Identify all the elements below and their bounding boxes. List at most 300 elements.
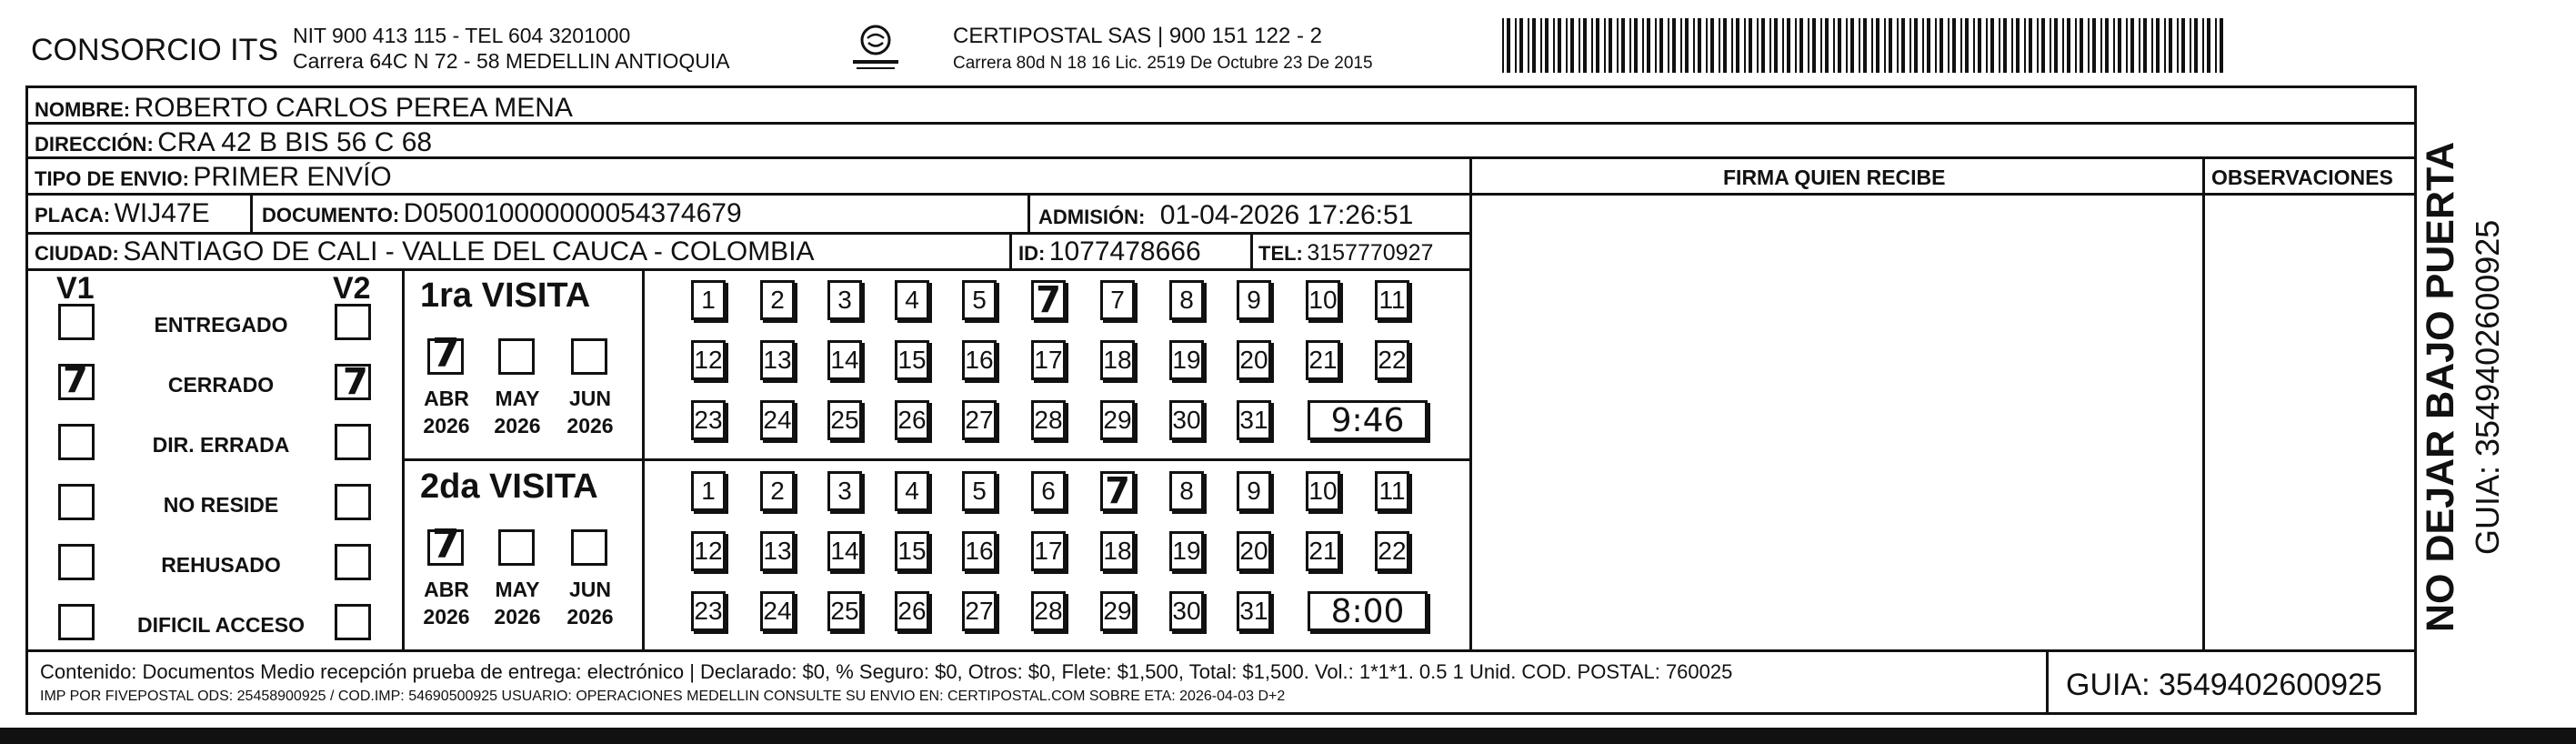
tipo-row bbox=[35, 164, 392, 191]
barcode-bar bbox=[1799, 18, 1803, 73]
day-number: 22 bbox=[1378, 346, 1407, 374]
day-number: 12 bbox=[694, 537, 723, 565]
barcode-bar bbox=[2054, 18, 2058, 73]
barcode-bar bbox=[1723, 18, 1727, 73]
year-label: 2026 bbox=[423, 414, 470, 437]
day-number: 10 bbox=[1308, 477, 1338, 505]
day-box[interactable] bbox=[895, 340, 929, 380]
footer-contenido: Contenido: Documentos Medio recepción prueba de entrega: electrónico | Declarado: $0, % Seguro: $0, Otros: $0, Flete: $1,500, Total: $1,500. Vol.: 1*1*1. 0.5 1 Unid. COD. POSTAL: 760025 bbox=[40, 660, 1733, 683]
day-box[interactable] bbox=[691, 280, 726, 320]
handwritten-mark: 7 bbox=[63, 359, 88, 401]
barcode-bar bbox=[2100, 18, 2102, 73]
day-box[interactable] bbox=[691, 471, 726, 511]
day-number: 15 bbox=[897, 346, 927, 374]
day-box[interactable] bbox=[895, 591, 929, 631]
barcode-bar bbox=[1825, 18, 1829, 73]
barcode-bar bbox=[1769, 18, 1771, 73]
day-box[interactable] bbox=[827, 340, 862, 380]
barcode-bar bbox=[2181, 18, 2185, 73]
tipo-label: TIPO DE ENVIO: bbox=[35, 167, 189, 190]
barcode-bar bbox=[1978, 18, 1981, 73]
day-box[interactable] bbox=[760, 340, 795, 380]
month-label: MAY bbox=[495, 578, 540, 601]
v1-checkbox[interactable] bbox=[58, 304, 95, 340]
barcode-bar bbox=[1579, 18, 1580, 73]
barcode-bar bbox=[1532, 18, 1536, 73]
barcode-bar bbox=[1833, 18, 1835, 73]
barcode-bar bbox=[1990, 18, 1994, 73]
admision-value: 01-04-2026 17:26:51 bbox=[1159, 200, 1414, 230]
barcode-bar bbox=[1922, 18, 1924, 73]
year-label: 2026 bbox=[494, 605, 541, 628]
day-box[interactable] bbox=[1169, 280, 1204, 320]
certipostal-address: Carrera 80d N 18 16 Lic. 2519 De Octubre 23 De 2015 bbox=[953, 54, 1373, 73]
barcode-bar bbox=[2194, 18, 2198, 73]
day-box[interactable] bbox=[1237, 471, 1271, 511]
day-box[interactable] bbox=[691, 531, 726, 571]
admision-label: ADMISIÓN: bbox=[1038, 206, 1146, 228]
handwritten-mark: 7 bbox=[432, 330, 460, 377]
barcode-bar bbox=[1507, 18, 1510, 73]
day-box[interactable] bbox=[1237, 591, 1271, 631]
day-number: 6 bbox=[1041, 477, 1056, 505]
documento-value: D050010000000054374679 bbox=[403, 198, 742, 228]
day-number: 11 bbox=[1378, 286, 1406, 314]
ciudad-label: CIUDAD: bbox=[35, 242, 119, 265]
day-number: 23 bbox=[694, 406, 723, 434]
barcode-bar bbox=[1528, 18, 1529, 73]
barcode-bar bbox=[1782, 18, 1784, 73]
barcode bbox=[1502, 18, 2230, 75]
barcode-bar bbox=[1706, 18, 1708, 73]
day-number: 29 bbox=[1103, 406, 1132, 434]
visit-time: 9:46 bbox=[1330, 401, 1405, 439]
barcode-bar bbox=[1774, 18, 1778, 73]
barcode-bar bbox=[1838, 18, 1841, 73]
barcode-bar bbox=[1617, 18, 1619, 73]
barcode-bar bbox=[2126, 18, 2128, 73]
barcode-bar bbox=[1558, 18, 1561, 73]
direccion-value: CRA 42 B BIS 56 C 68 bbox=[157, 127, 433, 157]
day-box[interactable] bbox=[962, 531, 997, 571]
day-number: 12 bbox=[694, 346, 723, 374]
barcode-bar bbox=[1659, 18, 1663, 73]
barcode-bar bbox=[1591, 18, 1593, 73]
day-number: 25 bbox=[830, 597, 859, 625]
barcode-bar bbox=[1502, 18, 1504, 73]
admision-row bbox=[1038, 202, 1413, 229]
barcode-bar bbox=[1986, 18, 1988, 73]
barcode-bar bbox=[1795, 18, 1797, 73]
nombre-row bbox=[35, 95, 573, 122]
side-guia: GUIA: 3549402600925 bbox=[2469, 219, 2506, 555]
v1-checkbox[interactable] bbox=[58, 424, 95, 460]
barcode-bar bbox=[1914, 18, 1918, 73]
day-box[interactable] bbox=[962, 340, 997, 380]
day-number: 15 bbox=[897, 537, 927, 565]
day-number: 27 bbox=[965, 406, 994, 434]
barcode-bar bbox=[1719, 18, 1720, 73]
footer-imp: IMP POR FIVEPOSTAL ODS: 25458900925 / COD.IMP: 54690500925 USUARIO: OPERACIONES MEDELLIN CONSULTE SU ENVIO EN: CERTIPOSTAL.COM SOBRE ETA: 2026-04-03 D+2 bbox=[40, 689, 1286, 704]
day-number: 1 bbox=[701, 286, 716, 314]
ciudad-value: SANTIAGO DE CALI - VALLE DEL CAUCA - COLOMBIA bbox=[123, 236, 815, 266]
day-number: 14 bbox=[830, 537, 859, 565]
day-number: 28 bbox=[1034, 406, 1063, 434]
direccion-label: DIRECCIÓN: bbox=[35, 133, 154, 156]
day-box[interactable] bbox=[1100, 400, 1135, 440]
barcode-bar bbox=[1609, 18, 1612, 73]
v1-label: V1 bbox=[56, 271, 95, 306]
barcode-bar bbox=[1940, 18, 1943, 73]
day-box[interactable] bbox=[895, 531, 929, 571]
barcode-bar bbox=[1960, 18, 1962, 73]
barcode-bar bbox=[1698, 18, 1701, 73]
day-box[interactable] bbox=[1375, 471, 1409, 511]
barcode-bar bbox=[2037, 18, 2039, 73]
barcode-bar bbox=[1787, 18, 1790, 73]
barcode-bar bbox=[1672, 18, 1676, 73]
barcode-bar bbox=[1897, 18, 1899, 73]
status-option-label: DIFICIL ACCESO bbox=[136, 613, 305, 637]
day-box[interactable] bbox=[1375, 531, 1409, 571]
barcode-bar bbox=[1731, 18, 1733, 73]
day-box[interactable] bbox=[1100, 280, 1135, 320]
nombre-label: NOMBRE: bbox=[35, 98, 131, 121]
barcode-bar bbox=[1655, 18, 1657, 73]
day-box[interactable] bbox=[962, 400, 997, 440]
barcode-bar bbox=[1901, 18, 1905, 73]
day-number: 25 bbox=[830, 406, 859, 434]
day-box[interactable] bbox=[1306, 280, 1340, 320]
barcode-bar bbox=[2092, 18, 2096, 73]
year-label: 2026 bbox=[566, 605, 614, 628]
barcode-bar bbox=[2105, 18, 2109, 73]
day-number: 16 bbox=[965, 537, 994, 565]
day-box[interactable] bbox=[1169, 471, 1204, 511]
day-number: 8 bbox=[1179, 477, 1194, 505]
documento-row bbox=[262, 200, 742, 227]
day-number: 5 bbox=[972, 477, 987, 505]
placa-label: PLACA: bbox=[35, 204, 111, 226]
barcode-bar bbox=[2190, 18, 2191, 73]
barcode-bar bbox=[1876, 18, 1879, 73]
day-number: 27 bbox=[965, 597, 994, 625]
day-box[interactable] bbox=[1169, 400, 1204, 440]
day-box[interactable] bbox=[1031, 340, 1066, 380]
day-box[interactable] bbox=[827, 280, 862, 320]
tipo-value: PRIMER ENVÍO bbox=[193, 162, 392, 192]
day-number: 24 bbox=[763, 597, 792, 625]
day-box[interactable] bbox=[1169, 531, 1204, 571]
barcode-bar bbox=[2207, 18, 2210, 73]
company-name: CONSORCIO ITS bbox=[31, 33, 279, 67]
tel-value: 3157770927 bbox=[1307, 240, 1434, 266]
barcode-bar bbox=[2050, 18, 2051, 73]
day-box[interactable] bbox=[760, 471, 795, 511]
barcode-bar bbox=[1846, 18, 1848, 73]
day-box[interactable] bbox=[1306, 531, 1340, 571]
barcode-bar bbox=[1927, 18, 1930, 73]
day-number: 23 bbox=[694, 597, 723, 625]
day-number: 16 bbox=[965, 346, 994, 374]
day-number: 19 bbox=[1172, 346, 1201, 374]
barcode-bar bbox=[1540, 18, 1542, 73]
day-box[interactable] bbox=[895, 471, 929, 511]
day-number: 21 bbox=[1308, 346, 1338, 374]
barcode-bar bbox=[1642, 18, 1644, 73]
barcode-bar bbox=[1693, 18, 1695, 73]
barcode-bar bbox=[1668, 18, 1669, 73]
month-label: ABR bbox=[424, 578, 469, 601]
barcode-bar bbox=[2220, 18, 2223, 73]
barcode-bar bbox=[1863, 18, 1867, 73]
day-box[interactable] bbox=[1169, 591, 1204, 631]
day-number: 30 bbox=[1172, 406, 1201, 434]
ciudad-row bbox=[35, 238, 815, 266]
certipostal-name: CERTIPOSTAL SAS | 900 151 122 - 2 bbox=[953, 24, 1322, 48]
day-box[interactable] bbox=[760, 280, 795, 320]
barcode-bar bbox=[1808, 18, 1809, 73]
status-option-label: DIR. ERRADA bbox=[152, 433, 290, 457]
placa-row bbox=[35, 200, 210, 227]
day-number: 7 bbox=[1110, 286, 1125, 314]
day-number: 18 bbox=[1103, 537, 1132, 565]
day-box[interactable] bbox=[1031, 531, 1066, 571]
barcode-bar bbox=[1596, 18, 1599, 73]
barcode-bar bbox=[1761, 18, 1765, 73]
day-box[interactable] bbox=[1375, 280, 1409, 320]
day-number: 14 bbox=[830, 346, 859, 374]
day-box[interactable] bbox=[1031, 400, 1066, 440]
tel-row bbox=[1258, 242, 1433, 265]
barcode-bar bbox=[2130, 18, 2134, 73]
status-option-label: ENTREGADO bbox=[154, 313, 288, 337]
visit-time-box[interactable] bbox=[1308, 591, 1428, 631]
handwritten-mark: 7 bbox=[432, 521, 460, 568]
barcode-bar bbox=[1629, 18, 1631, 73]
nombre-value: ROBERTO CARLOS PEREA MENA bbox=[134, 93, 573, 123]
day-number: 21 bbox=[1308, 537, 1338, 565]
day-box[interactable] bbox=[691, 340, 726, 380]
barcode-bar bbox=[1820, 18, 1822, 73]
barcode-bar bbox=[2067, 18, 2070, 73]
day-box[interactable] bbox=[962, 280, 997, 320]
day-box[interactable] bbox=[691, 400, 726, 440]
v1-checkbox[interactable] bbox=[58, 359, 95, 401]
month-checkbox[interactable] bbox=[427, 521, 464, 568]
month-checkbox[interactable] bbox=[427, 330, 464, 377]
barcode-bar bbox=[1935, 18, 1937, 73]
month-checkbox[interactable] bbox=[498, 338, 535, 375]
day-box[interactable] bbox=[760, 591, 795, 631]
day-number: 19 bbox=[1172, 537, 1201, 565]
day-box[interactable] bbox=[962, 471, 997, 511]
handwritten-mark: 7 bbox=[1105, 470, 1130, 512]
day-box[interactable] bbox=[1237, 400, 1271, 440]
barcode-bar bbox=[1710, 18, 1714, 73]
placa-value: WIJ47E bbox=[114, 198, 210, 228]
day-number: 31 bbox=[1239, 406, 1268, 434]
company-address: Carrera 64C N 72 - 58 MEDELLIN ANTIOQUIA bbox=[293, 49, 730, 73]
firma-label: FIRMA QUIEN RECIBE bbox=[1723, 166, 1946, 189]
month-label: JUN bbox=[568, 578, 611, 601]
day-box[interactable] bbox=[827, 531, 862, 571]
barcode-bar bbox=[2016, 18, 2020, 73]
company-nit: NIT 900 413 115 - TEL 604 3201000 bbox=[293, 24, 631, 47]
barcode-bar bbox=[1757, 18, 1759, 73]
day-number: 17 bbox=[1034, 346, 1063, 374]
barcode-bar bbox=[2151, 18, 2153, 73]
id-row bbox=[1018, 238, 1201, 266]
day-number: 13 bbox=[763, 346, 792, 374]
barcode-bar bbox=[2024, 18, 2026, 73]
barcode-bar bbox=[2202, 18, 2204, 73]
barcode-bar bbox=[1909, 18, 1911, 73]
day-number: 28 bbox=[1034, 597, 1063, 625]
day-box[interactable] bbox=[1031, 471, 1066, 511]
visit-time: 8:00 bbox=[1330, 592, 1405, 630]
barcode-bar bbox=[1647, 18, 1650, 73]
day-box[interactable] bbox=[962, 591, 997, 631]
barcode-bar bbox=[1850, 18, 1854, 73]
barcode-bar bbox=[1604, 18, 1606, 73]
barcode-bar bbox=[1999, 18, 2000, 73]
day-box[interactable] bbox=[895, 400, 929, 440]
tel-label: TEL: bbox=[1258, 242, 1303, 265]
handwritten-mark: 7 bbox=[343, 361, 368, 403]
barcode-bar bbox=[1952, 18, 1956, 73]
barcode-bar bbox=[2088, 18, 2090, 73]
day-box[interactable] bbox=[1031, 280, 1066, 320]
barcode-bar bbox=[2164, 18, 2166, 73]
barcode-bar bbox=[1973, 18, 1975, 73]
day-number: 24 bbox=[763, 406, 792, 434]
day-number: 18 bbox=[1103, 346, 1132, 374]
day-number: 10 bbox=[1308, 286, 1338, 314]
barcode-bar bbox=[1685, 18, 1689, 73]
v2-label: V2 bbox=[333, 271, 371, 306]
v1-checkbox[interactable] bbox=[58, 604, 95, 640]
visit-title: 2da VISITA bbox=[420, 468, 598, 506]
day-box[interactable] bbox=[827, 471, 862, 511]
v1-checkbox[interactable] bbox=[58, 544, 95, 580]
barcode-bar bbox=[2113, 18, 2115, 73]
handwritten-mark: 7 bbox=[1036, 279, 1061, 321]
day-number: 9 bbox=[1247, 286, 1261, 314]
barcode-bar bbox=[2215, 18, 2217, 73]
day-box[interactable] bbox=[1306, 471, 1340, 511]
day-number: 4 bbox=[905, 286, 919, 314]
day-box[interactable] bbox=[827, 591, 862, 631]
day-number: 29 bbox=[1103, 597, 1132, 625]
month-checkbox[interactable] bbox=[571, 338, 607, 375]
month-label: JUN bbox=[568, 387, 611, 410]
day-number: 20 bbox=[1239, 537, 1268, 565]
barcode-bar bbox=[1570, 18, 1574, 73]
v1-checkbox[interactable] bbox=[58, 484, 95, 520]
day-number: 3 bbox=[837, 286, 852, 314]
id-label: ID: bbox=[1018, 242, 1046, 265]
day-number: 1 bbox=[701, 477, 716, 505]
barcode-bar bbox=[2029, 18, 2032, 73]
day-box[interactable] bbox=[827, 400, 862, 440]
day-number: 22 bbox=[1378, 537, 1407, 565]
day-number: 3 bbox=[837, 477, 852, 505]
day-number: 11 bbox=[1378, 477, 1406, 505]
month-checkbox[interactable] bbox=[571, 529, 607, 566]
barcode-bar bbox=[2003, 18, 2007, 73]
day-box[interactable] bbox=[691, 591, 726, 631]
barcode-bar bbox=[1566, 18, 1568, 73]
barcode-bar bbox=[1515, 18, 1517, 73]
month-checkbox[interactable] bbox=[498, 529, 535, 566]
year-label: 2026 bbox=[566, 414, 614, 437]
day-box[interactable] bbox=[1237, 531, 1271, 571]
direccion-row bbox=[35, 129, 432, 156]
day-box[interactable] bbox=[1237, 340, 1271, 380]
year-label: 2026 bbox=[494, 414, 541, 437]
day-box[interactable] bbox=[760, 531, 795, 571]
day-box[interactable] bbox=[1100, 471, 1135, 511]
documento-label: DOCUMENTO: bbox=[262, 204, 400, 226]
barcode-bar bbox=[1519, 18, 1523, 73]
day-box[interactable] bbox=[1375, 340, 1409, 380]
barcode-bar bbox=[1859, 18, 1860, 73]
day-number: 4 bbox=[905, 477, 919, 505]
day-box[interactable] bbox=[1100, 591, 1135, 631]
day-number: 31 bbox=[1239, 597, 1268, 625]
day-number: 17 bbox=[1034, 537, 1063, 565]
day-number: 2 bbox=[770, 477, 785, 505]
certipostal-logo bbox=[844, 20, 907, 76]
barcode-bar bbox=[2169, 18, 2172, 73]
day-box[interactable] bbox=[760, 400, 795, 440]
barcode-bar bbox=[1884, 18, 1886, 73]
status-option-label: REHUSADO bbox=[161, 553, 281, 577]
barcode-bar bbox=[1812, 18, 1816, 73]
barcode-bar bbox=[2080, 18, 2083, 73]
day-box[interactable] bbox=[1169, 340, 1204, 380]
bottom-edge bbox=[0, 728, 2576, 744]
barcode-bar bbox=[1889, 18, 1892, 73]
barcode-bar bbox=[1736, 18, 1739, 73]
day-box[interactable] bbox=[895, 280, 929, 320]
status-option-label: NO RESIDE bbox=[163, 493, 279, 517]
day-number: 20 bbox=[1239, 346, 1268, 374]
day-box[interactable] bbox=[1100, 531, 1135, 571]
barcode-bar bbox=[2062, 18, 2064, 73]
no-dejar-bajo-puerta: NO DEJAR BAJO PUERTA bbox=[2419, 141, 2462, 632]
day-box[interactable] bbox=[1031, 591, 1066, 631]
barcode-bar bbox=[2156, 18, 2160, 73]
day-number: 30 bbox=[1172, 597, 1201, 625]
day-box[interactable] bbox=[1306, 340, 1340, 380]
status-option-label: CERRADO bbox=[167, 373, 275, 397]
year-label: 2026 bbox=[423, 605, 470, 628]
day-number: 8 bbox=[1179, 286, 1194, 314]
day-box[interactable] bbox=[1100, 340, 1135, 380]
barcode-bar bbox=[1749, 18, 1752, 73]
barcode-bar bbox=[1545, 18, 1549, 73]
visit-time-box[interactable] bbox=[1308, 400, 1428, 440]
barcode-bar bbox=[1583, 18, 1587, 73]
day-number: 9 bbox=[1247, 477, 1261, 505]
day-box[interactable] bbox=[1237, 280, 1271, 320]
barcode-bar bbox=[2011, 18, 2013, 73]
barcode-bar bbox=[1965, 18, 1969, 73]
barcode-bar bbox=[1948, 18, 1950, 73]
month-label: MAY bbox=[495, 387, 540, 410]
